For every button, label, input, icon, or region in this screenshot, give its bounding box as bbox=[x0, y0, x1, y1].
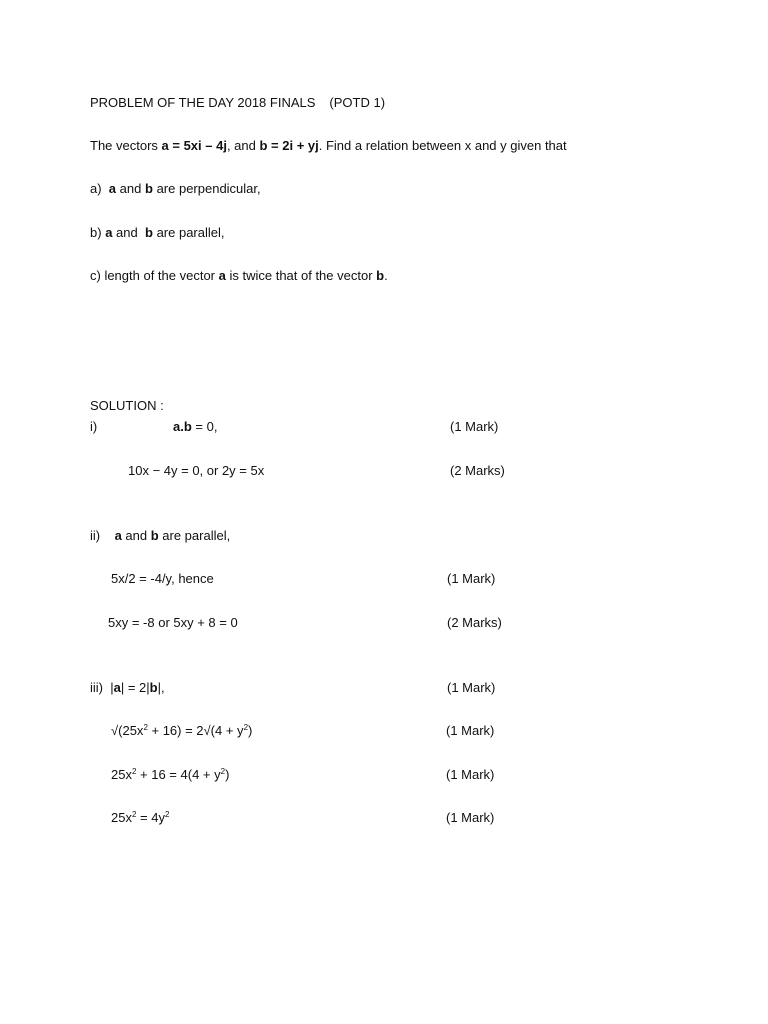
part-a-vec-a: a bbox=[108, 181, 117, 196]
solution-iii-vec-a: a bbox=[113, 680, 121, 695]
part-a bbox=[90, 181, 261, 197]
part-b-label: b) bbox=[90, 225, 102, 240]
mark-ii-1: (1 Mark) bbox=[447, 571, 496, 586]
solution-heading: SOLUTION : bbox=[90, 398, 164, 413]
solution-i-eq bbox=[173, 419, 217, 435]
vector-b-def: b = 2i + yj bbox=[259, 138, 319, 153]
solution-ii-and: and bbox=[121, 528, 151, 543]
abs-mid: | = 2| bbox=[120, 680, 150, 695]
mark-i-1: (1 Mark) bbox=[450, 419, 499, 434]
title-code: (POTD 1) bbox=[329, 95, 386, 110]
solution-iii-line2 bbox=[111, 767, 229, 783]
l2-mid: + 16 = 4(4 + y bbox=[136, 767, 221, 782]
vector-a-def: a = 5xi – 4j bbox=[161, 138, 227, 153]
part-a-vec-b: b bbox=[144, 181, 153, 196]
solution-i-line2: 10x − 4y = 0, or 2y = 5x bbox=[128, 463, 265, 478]
intro-tail: . Find a relation between x and y given that bbox=[318, 138, 567, 153]
l3-sup1: 2 bbox=[131, 810, 137, 819]
l2-sup1: 2 bbox=[131, 767, 137, 776]
solution-iii-heading bbox=[90, 680, 165, 696]
part-b-vec-b: b bbox=[144, 225, 153, 240]
solution-ii-vec-a: a bbox=[114, 528, 122, 543]
abs-close: |, bbox=[157, 680, 165, 695]
l2-sup2: 2 bbox=[220, 767, 226, 776]
solution-iii-line3 bbox=[111, 810, 169, 826]
mark-iii-0: (1 Mark) bbox=[447, 680, 496, 695]
abs-open: | bbox=[110, 680, 114, 695]
l3-pre: 25x bbox=[111, 810, 132, 825]
mark-iii-2: (1 Mark) bbox=[446, 767, 495, 782]
page-title bbox=[90, 95, 385, 111]
l1-sup1: 2 bbox=[143, 723, 148, 732]
l3-mid: = 4y bbox=[136, 810, 165, 825]
part-c-end: . bbox=[384, 268, 388, 283]
l1-end: ) bbox=[248, 723, 253, 738]
mark-iii-3: (1 Mark) bbox=[446, 810, 495, 825]
solution-ii-text: are parallel, bbox=[158, 528, 231, 543]
part-c-vec-b: b bbox=[376, 268, 385, 283]
l2-end: ) bbox=[225, 767, 230, 782]
solution-iii-line1 bbox=[111, 723, 252, 739]
part-a-and: and bbox=[119, 181, 142, 196]
solution-iii-vec-b: b bbox=[149, 680, 158, 695]
solution-iii-label: iii) bbox=[90, 680, 103, 695]
solution-ii-vec-b: b bbox=[150, 528, 159, 543]
solution-ii-label: ii) bbox=[90, 528, 101, 543]
part-c-vec-a: a bbox=[218, 268, 226, 283]
title-text: PROBLEM OF THE DAY 2018 FINALS bbox=[90, 95, 316, 110]
mark-iii-1: (1 Mark) bbox=[446, 723, 495, 738]
part-c-mid: is twice that of the vector bbox=[225, 268, 377, 283]
l1-mid: + 16) = 2√(4 + y bbox=[147, 723, 244, 738]
intro-joiner: , and bbox=[226, 138, 260, 153]
l1-pre: √(25x bbox=[111, 723, 144, 738]
part-b bbox=[90, 225, 225, 241]
l2-pre: 25x bbox=[111, 767, 132, 782]
solution-ii-heading bbox=[90, 528, 230, 544]
solution-i-label: i) bbox=[90, 419, 98, 434]
part-b-text: are parallel, bbox=[156, 225, 225, 240]
part-b-vec-a: a bbox=[105, 225, 113, 240]
solution-ii-line2: 5xy = -8 or 5xy + 8 = 0 bbox=[108, 615, 238, 630]
part-a-label: a) bbox=[90, 181, 102, 196]
mark-ii-2: (2 Marks) bbox=[447, 615, 502, 630]
dot-product-eq: = 0, bbox=[191, 419, 218, 434]
part-b-and: and bbox=[116, 225, 138, 240]
solution-ii-line1: 5x/2 = -4/y, hence bbox=[111, 571, 214, 586]
dot-product: a.b bbox=[173, 419, 192, 434]
mark-i-2: (2 Marks) bbox=[450, 463, 505, 478]
intro-text: The vectors bbox=[90, 138, 162, 153]
part-a-text: are perpendicular, bbox=[156, 181, 261, 196]
part-c-text: c) length of the vector bbox=[90, 268, 219, 283]
l3-sup2: 2 bbox=[164, 810, 170, 819]
l1-sup2: 2 bbox=[243, 723, 249, 732]
part-c bbox=[90, 268, 388, 284]
problem-statement bbox=[90, 138, 567, 154]
